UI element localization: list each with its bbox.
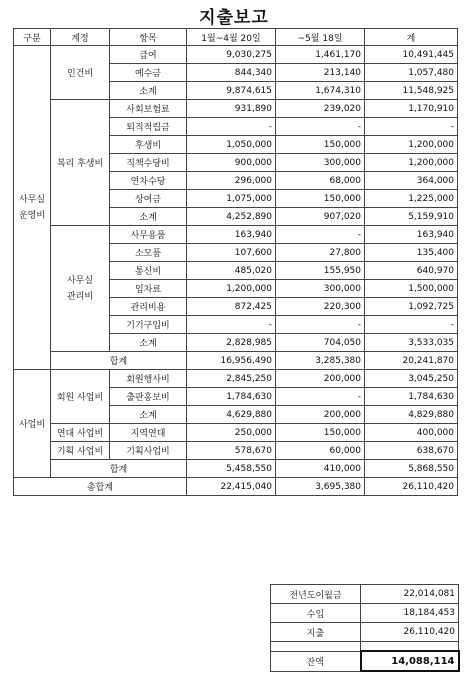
value-cell: 16,956,490 (187, 352, 276, 370)
value-cell: 3,045,250 (365, 370, 458, 388)
value-cell: 485,020 (187, 262, 276, 280)
value-cell: 11,548,925 (365, 82, 458, 100)
value-cell: 1,170,910 (365, 100, 458, 118)
value-cell: 239,020 (276, 100, 365, 118)
item-cell: 임차료 (110, 280, 187, 298)
item-cell: 소계 (110, 208, 187, 226)
value-cell: 107,600 (187, 244, 276, 262)
value-cell: 1,200,000 (365, 154, 458, 172)
item-cell: 합계 (51, 460, 187, 478)
summary-row (271, 651, 459, 671)
item-cell: 소계 (110, 406, 187, 424)
header-item: 항목 (110, 29, 187, 46)
item-cell: 통신비 (110, 262, 187, 280)
value-cell: 5,159,910 (365, 208, 458, 226)
page-title: 지출보고 (199, 8, 269, 28)
summary-row (271, 623, 459, 642)
account-planning: 기획 사업비 (51, 442, 110, 460)
item-cell: 소모품 (110, 244, 187, 262)
item-cell: 합계 (51, 352, 187, 370)
value-cell: 900,000 (187, 154, 276, 172)
item-cell: 후생비 (110, 136, 187, 154)
table-row (14, 46, 458, 64)
value-cell: 1,784,630 (187, 388, 276, 406)
value-cell: 2,845,250 (187, 370, 276, 388)
value-cell: 4,252,890 (187, 208, 276, 226)
table-row (14, 442, 458, 460)
header-period2: ~5월 18일 (276, 29, 365, 46)
summary-spacer-row (271, 642, 459, 652)
income-label: 수입 (271, 604, 361, 623)
item-cell: 사회보험료 (110, 100, 187, 118)
value-cell: 4,829,880 (365, 406, 458, 424)
value-cell: - (187, 316, 276, 334)
value-cell: 200,000 (276, 406, 365, 424)
value-cell: 1,500,000 (365, 280, 458, 298)
value-cell: 163,940 (365, 226, 458, 244)
value-cell: 213,140 (276, 64, 365, 82)
value-cell: 844,340 (187, 64, 276, 82)
income-value: 18,184,453 (361, 604, 459, 623)
value-cell: 27,800 (276, 244, 365, 262)
section-office: 사무실 운영비 (14, 46, 51, 370)
grand-total-row (14, 478, 458, 496)
value-cell: 704,050 (276, 334, 365, 352)
value-cell: - (276, 226, 365, 244)
section-total-row (14, 352, 458, 370)
value-cell: 2,828,985 (187, 334, 276, 352)
expense-label: 지출 (271, 623, 361, 642)
item-cell: 기획사업비 (110, 442, 187, 460)
value-cell: 1,050,000 (187, 136, 276, 154)
value-cell: 163,940 (187, 226, 276, 244)
value-cell: 5,868,550 (365, 460, 458, 478)
item-cell: 기기구입비 (110, 316, 187, 334)
value-cell: 1,092,725 (365, 298, 458, 316)
value-cell: 9,030,275 (187, 46, 276, 64)
item-cell: 사무용품 (110, 226, 187, 244)
item-cell: 예수금 (110, 64, 187, 82)
spacer-cell (361, 642, 459, 652)
value-cell: 3,695,380 (276, 478, 365, 496)
table-header-row (14, 29, 458, 46)
value-cell: - (276, 316, 365, 334)
account-labor: 인건비 (51, 46, 110, 100)
value-cell: 9,874,615 (187, 82, 276, 100)
value-cell: 300,000 (276, 154, 365, 172)
account-solidarity: 연대 사업비 (51, 424, 110, 442)
value-cell: 68,000 (276, 172, 365, 190)
value-cell: 1,200,000 (365, 136, 458, 154)
value-cell: 20,241,870 (365, 352, 458, 370)
value-cell: 135,400 (365, 244, 458, 262)
item-cell: 회원행사비 (110, 370, 187, 388)
balance-label: 잔액 (271, 651, 361, 671)
value-cell: 60,000 (276, 442, 365, 460)
item-cell: 소계 (110, 334, 187, 352)
balance-value: 14,088,114 (361, 651, 459, 671)
value-cell: - (365, 118, 458, 136)
summary-row (271, 585, 459, 604)
value-cell: 296,000 (187, 172, 276, 190)
value-cell: 22,415,040 (187, 478, 276, 496)
value-cell: 300,000 (276, 280, 365, 298)
item-cell: 급여 (110, 46, 187, 64)
item-cell: 퇴직적립금 (110, 118, 187, 136)
item-cell: 관리비용 (110, 298, 187, 316)
value-cell: 250,000 (187, 424, 276, 442)
value-cell: - (365, 316, 458, 334)
item-cell: 지역연대 (110, 424, 187, 442)
value-cell: 3,533,035 (365, 334, 458, 352)
value-cell: 638,670 (365, 442, 458, 460)
value-cell: 10,491,445 (365, 46, 458, 64)
carryover-label: 전년도이월금 (271, 585, 361, 604)
value-cell: 1,461,170 (276, 46, 365, 64)
header-period1: 1월~4월 20일 (187, 29, 276, 46)
value-cell: 400,000 (365, 424, 458, 442)
value-cell: 26,110,420 (365, 478, 458, 496)
value-cell: 931,890 (187, 100, 276, 118)
item-cell: 상여금 (110, 190, 187, 208)
value-cell: 5,458,550 (187, 460, 276, 478)
value-cell: 1,075,000 (187, 190, 276, 208)
value-cell: 872,425 (187, 298, 276, 316)
value-cell: 4,629,880 (187, 406, 276, 424)
value-cell: 1,200,000 (187, 280, 276, 298)
summary-row (271, 604, 459, 623)
table-row (14, 100, 458, 118)
carryover-value: 22,014,081 (361, 585, 459, 604)
value-cell: - (276, 118, 365, 136)
item-cell: 소계 (110, 82, 187, 100)
value-cell: 640,970 (365, 262, 458, 280)
table-row (14, 370, 458, 388)
table-row (14, 424, 458, 442)
item-cell: 총합계 (14, 478, 187, 496)
balance-summary-table (270, 584, 460, 672)
value-cell: - (187, 118, 276, 136)
value-cell: 410,000 (276, 460, 365, 478)
spacer-cell (271, 642, 361, 652)
value-cell: - (276, 388, 365, 406)
value-cell: 3,285,380 (276, 352, 365, 370)
value-cell: 578,670 (187, 442, 276, 460)
value-cell: 1,057,480 (365, 64, 458, 82)
table-row (14, 226, 458, 244)
item-cell: 직책수당비 (110, 154, 187, 172)
value-cell: 1,674,310 (276, 82, 365, 100)
section-total-row (14, 460, 458, 478)
header-total: 계 (365, 29, 458, 46)
value-cell: 155,950 (276, 262, 365, 280)
item-cell: 출판홍보비 (110, 388, 187, 406)
account-member: 회원 사업비 (51, 370, 110, 424)
value-cell: 364,000 (365, 172, 458, 190)
expense-table (13, 28, 458, 496)
item-cell: 연차수당 (110, 172, 187, 190)
section-business: 사업비 (14, 370, 51, 478)
value-cell: 907,020 (276, 208, 365, 226)
value-cell: 1,225,000 (365, 190, 458, 208)
value-cell: 220,300 (276, 298, 365, 316)
expense-value: 26,110,420 (361, 623, 459, 642)
value-cell: 150,000 (276, 424, 365, 442)
value-cell: 150,000 (276, 190, 365, 208)
value-cell: 200,000 (276, 370, 365, 388)
account-office-mgmt: 사무실 관리비 (51, 226, 110, 352)
account-welfare: 복리 후생비 (51, 100, 110, 226)
header-category: 구분 (14, 29, 51, 46)
value-cell: 150,000 (276, 136, 365, 154)
value-cell: 1,784,630 (365, 388, 458, 406)
header-account: 계정 (51, 29, 110, 46)
